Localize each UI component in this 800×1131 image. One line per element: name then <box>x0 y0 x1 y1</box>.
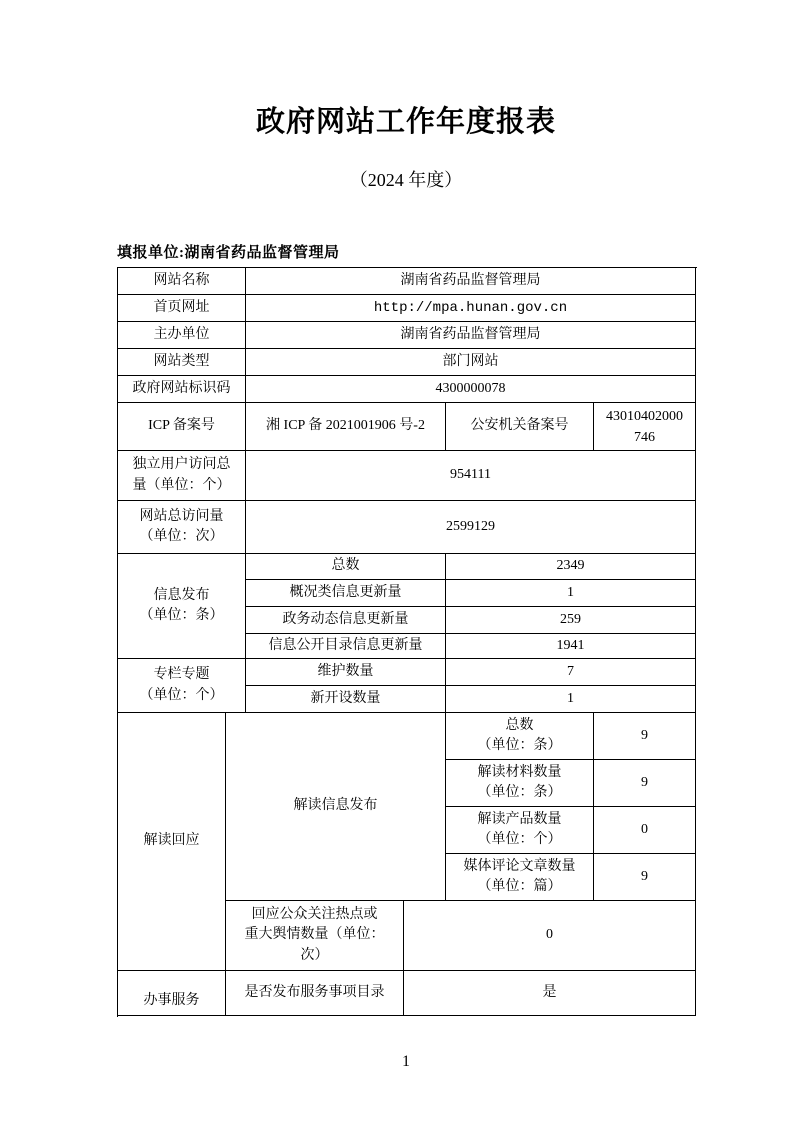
response-hotspot-label-line1: 回应公众关注热点或 <box>251 907 378 923</box>
interp-products-label-line2: （单位：个） <box>477 832 562 847</box>
info-total-label: 总数 <box>246 554 446 580</box>
site-name-label: 网站名称 <box>118 268 246 295</box>
interp-total-value: 9 <box>594 713 696 760</box>
interp-materials-value: 9 <box>594 760 696 807</box>
interp-materials-label <box>446 760 594 807</box>
site-name-value: 湖南省药品监督管理局 <box>246 268 696 295</box>
response-hotspot-label-line3: 次） <box>300 947 329 963</box>
page-number: 1 <box>402 1053 410 1070</box>
topics-new-label: 新开设数量 <box>246 686 446 713</box>
interp-materials-label-line2: （单位：条） <box>477 785 562 800</box>
icp-record-value: 湘 ICP 备 2021001906 号-2 <box>246 403 446 451</box>
sponsor-unit-label: 主办单位 <box>118 322 246 349</box>
security-record-value: 43010402000746 <box>594 403 696 451</box>
total-visits-label-line2: （单位：次） <box>139 529 224 544</box>
interp-products-label <box>446 807 594 854</box>
security-record-label: 公安机关备案号 <box>446 403 594 451</box>
service-label: 办事服务 <box>118 971 226 1016</box>
service-directory-label: 是否发布服务事项目录 <box>226 971 404 1016</box>
service-directory-value: 是 <box>404 971 696 1016</box>
site-type-label: 网站类型 <box>118 349 246 376</box>
total-visits-label-line1: 网站总访问量 <box>139 508 224 524</box>
annual-report-table <box>117 267 697 1017</box>
topics-new-value: 1 <box>446 686 696 713</box>
icp-record-label: ICP 备案号 <box>118 403 246 451</box>
info-directory-value: 1941 <box>446 634 696 659</box>
unique-visitors-label-line1: 独立用户访问总 <box>132 457 231 473</box>
interp-products-label-line1: 解读产品数量 <box>477 811 562 827</box>
site-code-label: 政府网站标识码 <box>118 376 246 403</box>
interp-media-value: 9 <box>594 854 696 901</box>
interpretation-label: 解读回应 <box>118 713 226 971</box>
interp-media-label-line1: 媒体评论文章数量 <box>463 858 576 874</box>
info-publish-label-line2: （单位：条） <box>139 608 224 623</box>
interp-materials-label-line1: 解读材料数量 <box>477 764 562 780</box>
info-publish-label-line1: 信息发布 <box>153 587 210 603</box>
unique-visitors-value: 954111 <box>246 451 696 501</box>
site-type-value: 部门网站 <box>246 349 696 376</box>
info-overview-value: 1 <box>446 580 696 607</box>
info-overview-label: 概况类信息更新量 <box>246 580 446 607</box>
response-hotspot-label-line2: 重大舆情数量（单位： <box>244 927 385 943</box>
info-total-value: 2349 <box>446 554 696 580</box>
response-hotspot-value: 0 <box>404 901 696 971</box>
unique-visitors-label <box>118 451 246 501</box>
interp-total-label-line1: 总数 <box>505 717 534 733</box>
response-hotspot-label <box>226 901 404 971</box>
special-topics-label-line1: 专栏专题 <box>153 667 210 683</box>
info-directory-label: 信息公开目录信息更新量 <box>246 634 446 659</box>
info-news-value: 259 <box>446 607 696 634</box>
site-code-value: 4300000078 <box>246 376 696 403</box>
topics-maintained-label: 维护数量 <box>246 659 446 686</box>
info-news-label: 政务动态信息更新量 <box>246 607 446 634</box>
sponsor-unit-value: 湖南省药品监督管理局 <box>246 322 696 349</box>
interp-total-label-line2: （单位：条） <box>477 738 562 753</box>
special-topics-label-line2: （单位：个） <box>139 687 224 703</box>
info-publish-label <box>118 554 246 659</box>
interp-total-label <box>446 713 594 760</box>
unique-visitors-label-line2: 量（单位：个） <box>132 477 231 493</box>
topics-maintained-value: 7 <box>446 659 696 686</box>
homepage-url-value: http://mpa.hunan.gov.cn <box>246 295 696 322</box>
report-title: 政府网站工作年度报表 <box>255 106 556 138</box>
interp-media-label <box>446 854 594 901</box>
reporting-unit: 填报单位:湖南省药品监督管理局 <box>117 245 340 261</box>
homepage-url-label: 首页网址 <box>118 295 246 322</box>
report-subtitle: （2024 年度） <box>349 170 463 190</box>
total-visits-label <box>118 501 246 554</box>
total-visits-value: 2599129 <box>246 501 696 554</box>
interpretation-publish-label: 解读信息发布 <box>226 713 446 901</box>
interp-products-value: 0 <box>594 807 696 854</box>
interp-media-label-line2: （单位：篇） <box>477 879 562 894</box>
special-topics-label <box>118 659 246 713</box>
